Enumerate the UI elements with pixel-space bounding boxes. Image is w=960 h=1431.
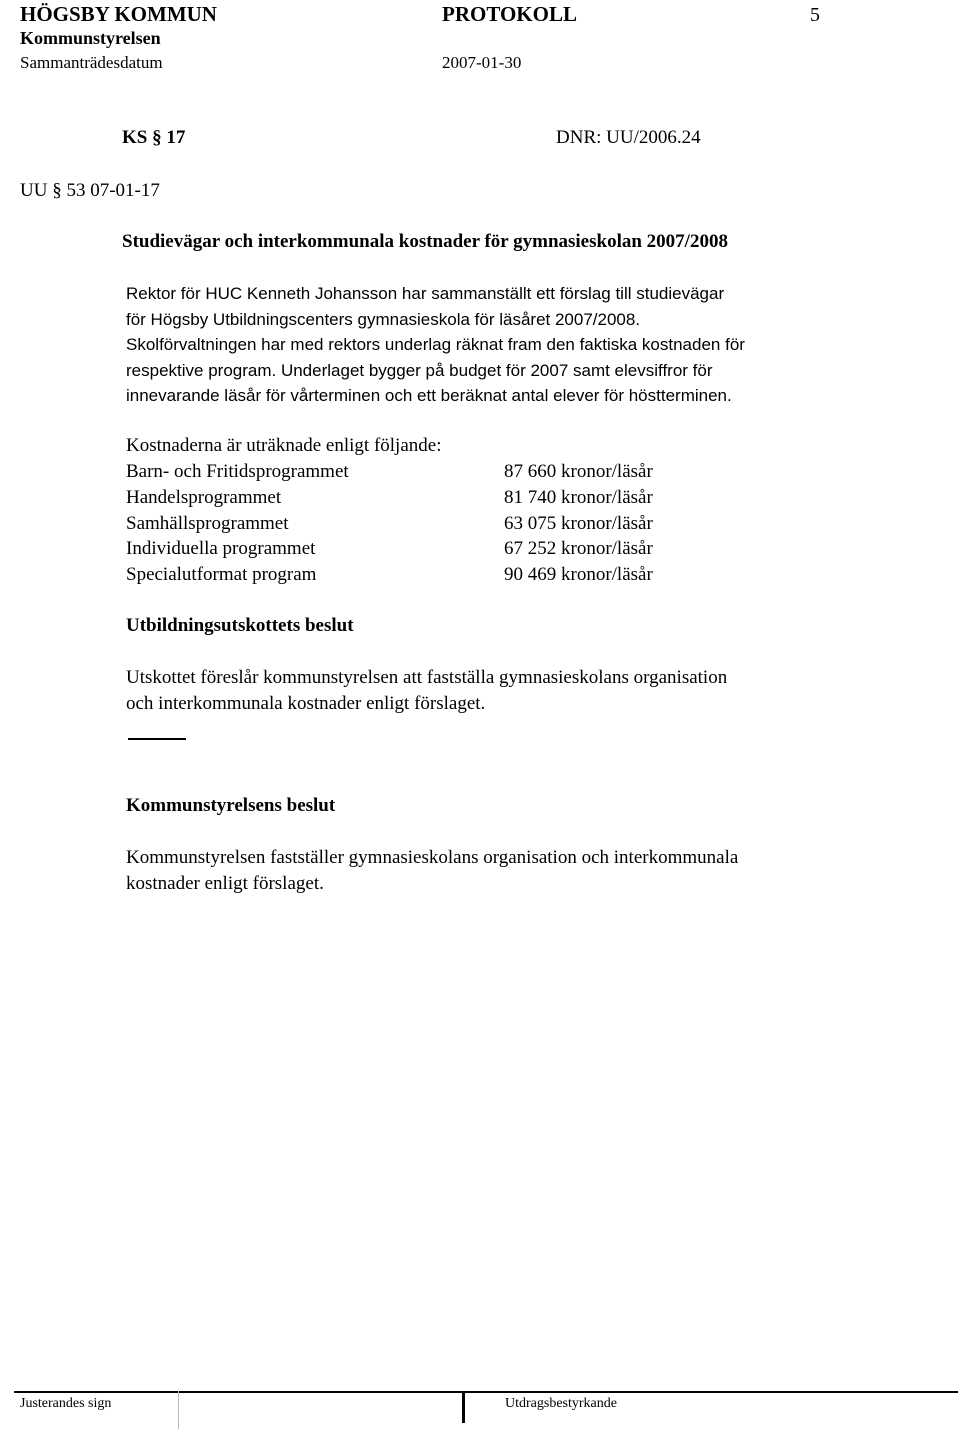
board-decision-text — [126, 845, 738, 897]
dnr-reference: DNR: UU/2006.24 — [556, 127, 701, 148]
cost-row — [126, 461, 653, 483]
paragraph-line: för Högsby Utbildningscenters gymnasieskola för läsåret 2007/2008. — [126, 309, 641, 329]
program-name: Samhällsprogrammet — [126, 513, 289, 534]
paragraph-line: och interkommunala kostnader enligt förslaget. — [126, 693, 486, 714]
committee-decision-heading: Utbildningsutskottets beslut — [126, 615, 354, 636]
program-name: Barn- och Fritidsprogrammet — [126, 461, 349, 482]
cost-row — [126, 538, 653, 560]
paragraph-line: Utskottet föreslår kommunstyrelsen att fastställa gymnasieskolans organisation — [126, 667, 728, 688]
footer-divider-dark — [462, 1391, 465, 1423]
costs-intro: Kostnaderna är uträknade enligt följande: — [126, 435, 442, 456]
footer-sign-label: Justerandes sign — [20, 1396, 112, 1411]
item-title: Studievägar och interkommunala kostnader för gymnasieskolan 2007/2008 — [122, 231, 728, 252]
meeting-date: 2007-01-30 — [442, 53, 522, 72]
program-cost: 90 469 kronor/läsår — [504, 564, 653, 585]
footer-extract-label: Utdragsbestyrkande — [505, 1396, 617, 1411]
board-name: Kommunstyrelsen — [20, 28, 161, 48]
meeting-date-label: Sammanträdesdatum — [20, 53, 163, 72]
uu-reference: UU § 53 07-01-17 — [20, 180, 160, 201]
municipality-name: HÖGSBY KOMMUN — [20, 2, 217, 26]
committee-decision-text — [126, 665, 727, 717]
intro-paragraph — [126, 281, 745, 409]
program-cost: 81 740 kronor/läsår — [504, 487, 653, 508]
program-cost: 63 075 kronor/läsår — [504, 513, 653, 534]
program-name: Handelsprogrammet — [126, 487, 282, 508]
paragraph-line: kostnader enligt förslaget. — [126, 873, 324, 894]
paragraph-line: respektive program. Underlaget bygger på budget för 2007 samt elevsiffror för — [126, 360, 713, 380]
page-number: 5 — [810, 4, 820, 26]
paragraph-line: Skolförvaltningen har med rektors underlag räknat fram den faktiska kostnaden för — [126, 335, 745, 354]
cost-row — [126, 513, 653, 535]
program-cost: 87 660 kronor/läsår — [504, 461, 653, 482]
program-name: Specialutformat program — [126, 564, 317, 585]
paragraph-line: Kommunstyrelsen fastställer gymnasieskolans organisation och interkommunala — [126, 847, 739, 868]
ks-reference: KS § 17 — [122, 127, 186, 148]
separator-line — [128, 738, 186, 740]
cost-row — [126, 487, 653, 509]
cost-row — [126, 564, 653, 586]
paragraph-line: Rektor för HUC Kenneth Johansson har sammanställt ett förslag till studievägar — [126, 284, 725, 303]
program-name: Individuella programmet — [126, 538, 316, 559]
program-cost: 67 252 kronor/läsår — [504, 538, 653, 559]
footer-divider-light — [178, 1391, 179, 1429]
document-type: PROTOKOLL — [442, 2, 577, 26]
footer-top-rule — [14, 1391, 958, 1393]
board-decision-heading: Kommunstyrelsens beslut — [126, 795, 336, 816]
paragraph-line: innevarande läsår för vårterminen och ett beräknat antal elever för höstterminen. — [126, 386, 732, 405]
